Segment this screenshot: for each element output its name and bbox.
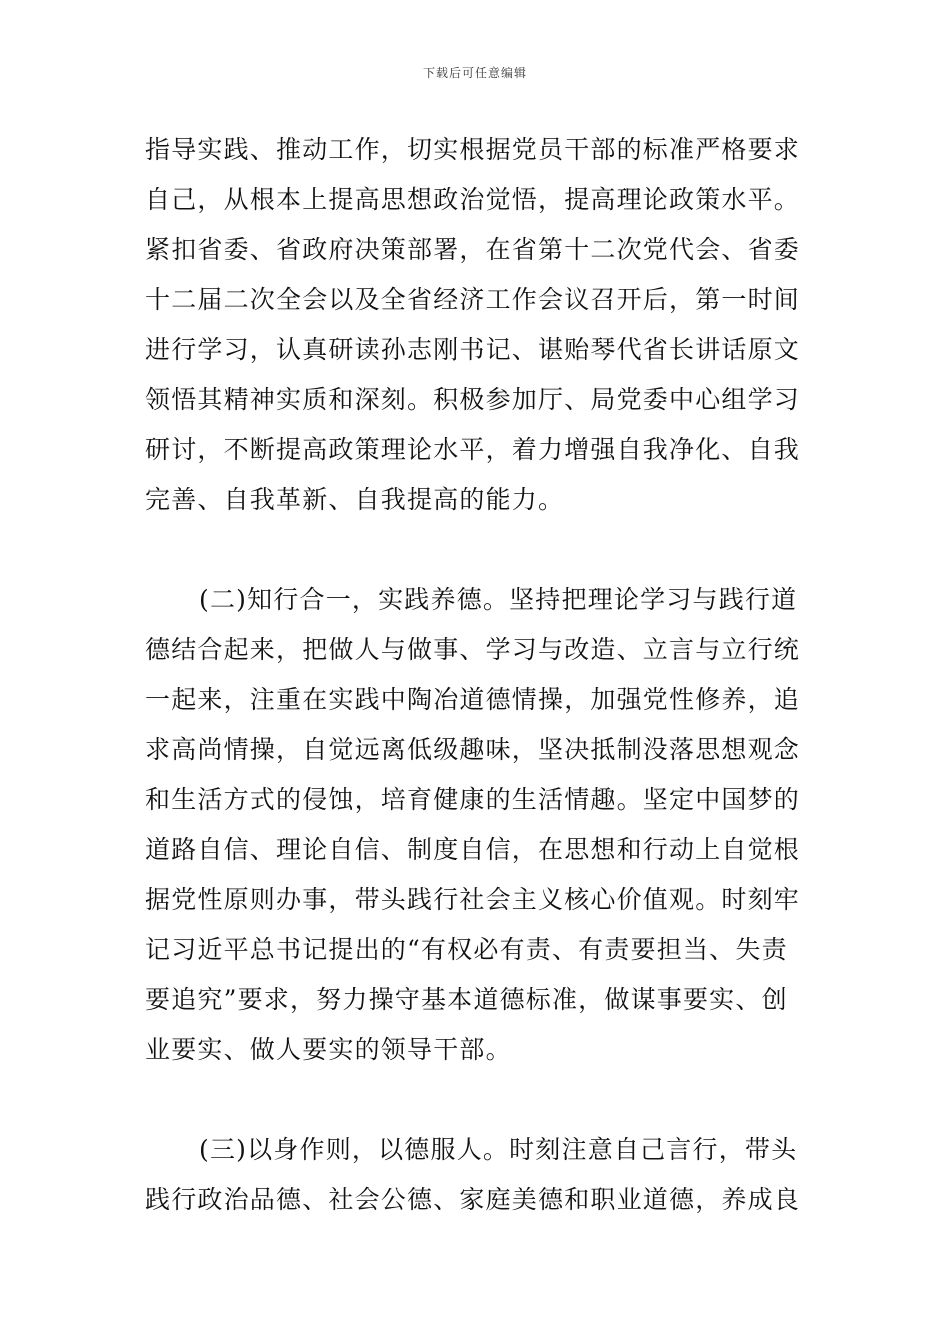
paragraph-3 bbox=[145, 1125, 810, 1225]
text-line: 领悟其精神实质和深刻。积极参加厅、局党委中心组学习 bbox=[145, 385, 801, 414]
text-line: 自己，从根本上提高思想政治觉悟，提高理论政策水平。 bbox=[145, 185, 801, 214]
text-line: 要追究”要求，努力操守基本道德标准，做谋事要实、创 bbox=[145, 985, 788, 1014]
text-line: 完善、自我革新、自我提高的能力。 bbox=[145, 485, 565, 514]
text-line: 据党性原则办事，带头践行社会主义核心价值观。时刻牢 bbox=[145, 885, 801, 914]
text-line: 记习近平总书记提出的“有权必有责、有责要担当、失责 bbox=[145, 935, 788, 964]
text-line: 研讨，不断提高政策理论水平，着力增强自我净化、自我 bbox=[145, 435, 801, 464]
text-line: 求高尚情操，自觉远离低级趣味，坚决抵制没落思想观念 bbox=[145, 735, 801, 764]
paragraph-gap bbox=[145, 525, 810, 575]
text-line: 践行政治品德、社会公德、家庭美德和职业道德，养成良 bbox=[145, 1185, 801, 1214]
paragraph-gap bbox=[145, 1075, 810, 1125]
page-header: 下载后可任意编辑 bbox=[422, 66, 527, 80]
text-line: 业要实、做人要实的领导干部。 bbox=[145, 1035, 512, 1064]
document-body bbox=[145, 125, 810, 1225]
text-line: 十二届二次全会以及全省经济工作会议召开后，第一时间 bbox=[145, 285, 801, 314]
text-line: 指导实践、推动工作，切实根据党员干部的标准严格要求 bbox=[145, 135, 801, 164]
text-line: 进行学习，认真研读孙志刚书记、谌贻琴代省长讲话原文 bbox=[145, 335, 801, 364]
text-line: 道路自信、理论自信、制度自信，在思想和行动上自觉根 bbox=[145, 835, 801, 864]
text-line: 和生活方式的侵蚀，培育健康的生活情趣。坚定中国梦的 bbox=[145, 785, 801, 814]
text-line: (三)以身作则，以德服人。时刻注意自己言行，带头 bbox=[199, 1135, 798, 1164]
text-line: (二)知行合一，实践养德。坚持把理论学习与践行道 bbox=[199, 585, 798, 614]
paragraph-1 bbox=[145, 125, 810, 525]
paragraph-2 bbox=[145, 575, 810, 1075]
text-line: 德结合起来，把做人与做事、学习与改造、立言与立行统 bbox=[145, 635, 801, 664]
text-line: 一起来，注重在实践中陶冶道德情操，加强党性修养，追 bbox=[145, 685, 801, 714]
text-line: 紧扣省委、省政府决策部署，在省第十二次党代会、省委 bbox=[145, 235, 801, 264]
